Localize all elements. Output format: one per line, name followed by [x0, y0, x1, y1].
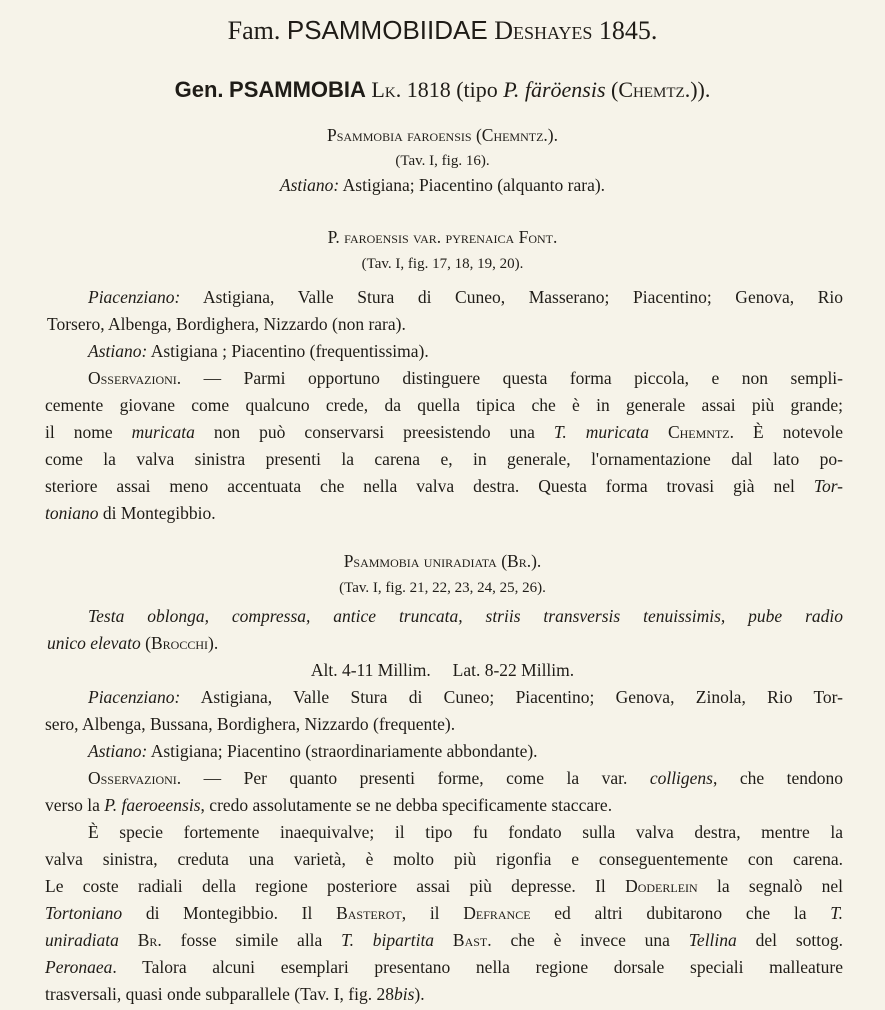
locality-text: Astigiana, Valle Stura di Cuneo, Masserano; Piacentino; Genova, Rio: [180, 287, 843, 307]
paragraph-line: [45, 902, 843, 924]
taxon-name: T.: [830, 903, 843, 923]
paragraph-line: [45, 475, 843, 497]
taxon-name: Tellina: [688, 930, 737, 950]
family-heading: [0, 14, 885, 47]
observation-text: , che tendono: [713, 768, 843, 788]
paragraph-line: Torsero, Albenga, Bordighera, Nizzardo (non rara).: [47, 314, 406, 334]
stage-name: Tor-: [813, 476, 843, 496]
locality-text: Astigiana ; Piacentino (frequentissima).: [147, 341, 429, 361]
genus-name: PSAMMOBIA: [229, 77, 366, 102]
observation-text: ).: [414, 984, 425, 1004]
stage-label: Piacenziano:: [88, 687, 181, 707]
family-author: Deshayes: [494, 16, 593, 45]
observation-text: steriore assai meno accentuata che nella valva destra. Questa forma trovasi già nel: [45, 476, 814, 496]
species-heading: Psammobia uniradiata (Br.).: [343, 551, 542, 571]
variety-heading: P. faroensis var. pyrenaica Font.: [327, 227, 558, 247]
species-heading: Psammobia faroensis (Chemntz.).: [326, 125, 559, 145]
variety-name: colligens: [649, 768, 713, 788]
author-name: Bast.: [434, 930, 492, 950]
locality-text: Astigiana; Piacentino (straordinariamente abbondante).: [147, 741, 538, 761]
description-line: Testa oblonga, compressa, antice truncata, striis transversis tenuissimis, pube radio: [88, 606, 843, 626]
paragraph-line: sero, Albenga, Bussana, Bordighera, Nizzardo (frequente).: [45, 714, 456, 734]
genus-heading: [0, 76, 885, 104]
paragraph-line: valva sinistra, creduta una varietà, è molto più rigonfia e conseguentemente con carena.: [45, 849, 843, 869]
observation-text: trasversali, quasi onde subparallele (Tav. I, fig. 28: [45, 984, 394, 1004]
family-year: 1845.: [598, 16, 658, 45]
genus-author: Lk.: [371, 77, 402, 102]
paragraph-line: [45, 983, 425, 1005]
paragraph-line: [88, 367, 843, 389]
stage-label: Astiano:: [279, 175, 340, 195]
observations-label: Osservazioni.: [88, 768, 182, 788]
genus-text-2: (: [605, 77, 619, 102]
observation-text: non può conservarsi preesistendo una: [194, 422, 554, 442]
observation-text: — Per quanto presenti forme, come la var.: [181, 768, 650, 788]
observation-text: , il: [401, 903, 464, 923]
observation-text: fosse simile alla: [161, 930, 342, 950]
author-name: Defrance: [463, 903, 531, 923]
description-line: [47, 632, 218, 654]
taxon-name: uniradiata: [45, 930, 119, 950]
taxon-name: T. muricata: [553, 422, 649, 442]
paragraph-line: [45, 956, 843, 978]
plate-reference: (Tav. I, fig. 16).: [395, 153, 490, 169]
taxon-name: Peronaea: [45, 957, 113, 977]
author-name: Doderlein: [625, 876, 698, 896]
paragraph-line: [45, 875, 843, 897]
genus-type-author: Chemtz.: [618, 77, 691, 102]
observation-text: ed altri dubitarono che la: [530, 903, 831, 923]
author-name: (Brocchi).: [140, 633, 219, 653]
author-name: Basterot: [336, 903, 402, 923]
locality-line: [0, 174, 885, 196]
stage-label: Astiano:: [88, 741, 148, 761]
stage-name: toniano: [45, 503, 99, 523]
observation-text: il nome: [45, 422, 132, 442]
stage-name: Tortoniano: [45, 903, 123, 923]
genus-type: P. färöensis: [503, 77, 606, 102]
author-name: Br.: [118, 930, 162, 950]
observation-text: del sottog.: [736, 930, 843, 950]
observations-label: Osservazioni.: [88, 368, 182, 388]
paragraph-line: come la valva sinistra presenti la carena e, in generale, l'ornamentazione dal lato po-: [45, 449, 843, 469]
genus-text-3: )).: [690, 77, 711, 102]
paragraph-line: cemente giovane come qualcuno crede, da quella tipica che è in generale assai più grande;: [45, 395, 843, 415]
locality-text: Astigiana, Valle Stura di Cuneo; Piacentino; Genova, Zinola, Rio Tor-: [180, 687, 843, 707]
taxon-name: T. bipartita: [341, 930, 435, 950]
locality-text: Astigiana; Piacentino (alquanto rara).: [339, 175, 606, 195]
figure-suffix: bis: [393, 984, 415, 1004]
observation-text: che è invece una: [491, 930, 689, 950]
author-name: Chemntz.: [648, 422, 735, 442]
plate-reference: (Tav. I, fig. 21, 22, 23, 24, 25, 26).: [339, 580, 546, 596]
observation-text: di Montegibbio. Il: [122, 903, 337, 923]
paragraph-line: È specie fortemente inaequivalve; il tipo fu fondato sulla valva destra, mentre la: [88, 822, 843, 842]
observation-text: di Montegibbio.: [98, 503, 216, 523]
stage-label: Astiano:: [88, 341, 148, 361]
observation-text: la segnalò nel: [697, 876, 844, 896]
observation-text: verso la: [45, 795, 105, 815]
family-name: PSAMMOBIIDAE: [286, 15, 488, 45]
paragraph-line: [88, 686, 843, 708]
paragraph-line: [88, 767, 843, 789]
paragraph-line: [45, 794, 612, 816]
family-prefix: Fam.: [227, 16, 281, 45]
description-text: unico elevato: [47, 633, 141, 653]
paragraph-line: [45, 929, 843, 951]
paragraph-line: [45, 421, 843, 443]
stage-label: Piacenziano:: [88, 287, 181, 307]
dimensions-line: Alt. 4-11 Millim. Lat. 8-22 Millim.: [310, 660, 575, 680]
observation-text: — Parmi opportuno distinguere questa forma piccola, e non sempli-: [181, 368, 843, 388]
genus-text-1: 1818 (tipo: [401, 77, 504, 102]
paragraph-line: [88, 740, 538, 762]
genus-prefix: Gen.: [174, 77, 224, 102]
plate-reference: (Tav. I, fig. 17, 18, 19, 20).: [361, 256, 524, 272]
paragraph-line: [45, 502, 216, 524]
paragraph-line: [88, 340, 429, 362]
taxon-name: muricata: [131, 422, 195, 442]
observation-text: . Talora alcuni esemplari presentano nella regione dorsale speciali malleature: [112, 957, 843, 977]
paragraph-line: [88, 286, 843, 308]
taxon-name: P. faeroeensis: [104, 795, 201, 815]
observation-text: , credo assolutamente se ne debba specificamente staccare.: [200, 795, 613, 815]
observation-text: Le coste radiali della regione posteriore assai più depresse. Il: [45, 876, 626, 896]
observation-text: È notevole: [734, 422, 844, 442]
